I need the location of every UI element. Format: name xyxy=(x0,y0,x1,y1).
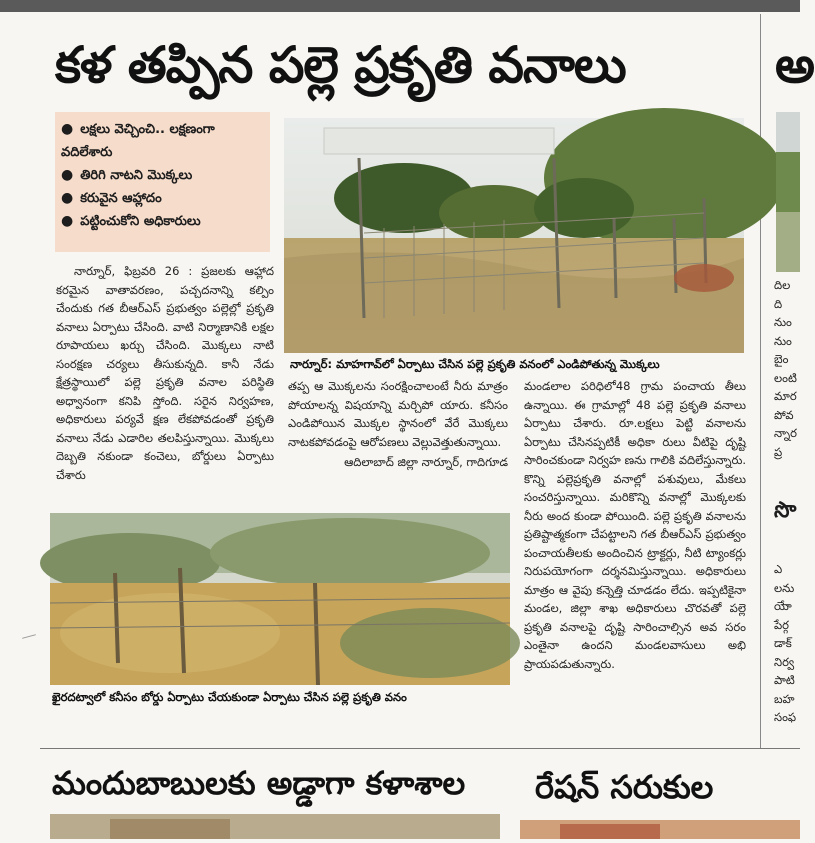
article-paragraph: తప్ప ఆ మొక్కలను సంరక్షించాలంటే నీరు మాత్రం పోయాలన్న విషయాన్ని మర్చిపో యారు. కనీసం ఎండిపోయిన మొక్కల స్థానంలో వేరే మొక్కలు నాటకపోవడంపై ఆరోపణలు వెల్లువెత్తుతున్నాయి. xyxy=(288,379,508,449)
article-dateline: ఆదిలాబాద్‌ జిల్లా నార్నూర్‌, గాదిగూడ xyxy=(344,455,508,469)
bullet-dot-icon: ● xyxy=(61,190,74,206)
bullet-dot-icon: ● xyxy=(61,121,74,137)
side-text-line: నిర్వ xyxy=(774,654,795,669)
side-headline-fragment: అ xyxy=(775,36,815,94)
section-divider xyxy=(40,748,800,749)
photo1-caption: నార్నూర్‌: మాహగావ్‌లో ఏర్పాటు చేసిన పల్లె ప్రకృతి వనంలో ఎండిపోతున్న మొక్కలు xyxy=(290,357,660,371)
side-text-line: నుం xyxy=(774,315,792,329)
side-text-line: పాటి xyxy=(774,673,795,687)
side-text-line: యేా xyxy=(774,599,792,613)
side-photo xyxy=(776,112,800,272)
highlight-item xyxy=(61,164,266,187)
page-headline: కళ తప్పిన పల్లె ప్రకృతి వనాలు xyxy=(55,36,626,94)
side-text-line: ఎ xyxy=(774,562,783,576)
bottom-photo-right xyxy=(520,820,800,839)
side-text-line: ప్ర xyxy=(774,444,783,459)
side-text-line: డాక్ xyxy=(774,636,792,650)
side-text-line: న్నార xyxy=(774,426,797,440)
bullet-dot-icon: ● xyxy=(61,167,74,183)
highlight-text: వదిలేశారు xyxy=(61,145,113,160)
article-column-1 xyxy=(56,262,274,484)
side-text-line: బహ xyxy=(774,691,795,706)
park-photo-khairdatwa xyxy=(50,513,510,685)
article-column-3 xyxy=(524,377,746,673)
side-text-line: మార xyxy=(774,389,797,403)
highlights-box xyxy=(55,112,270,252)
highlight-text: లక్షలు వెచ్చించి.. లక్షణంగా xyxy=(80,122,215,137)
side-text-line: నుం xyxy=(774,333,792,348)
side-text-line: లంటి xyxy=(774,370,797,385)
side-column-top xyxy=(774,276,800,461)
side-text-line: సంఫ xyxy=(774,710,797,724)
bottom-photo-left xyxy=(50,814,500,839)
highlight-item xyxy=(61,118,266,141)
side-text-line: పేర్గ xyxy=(774,617,789,632)
side-column-bottom xyxy=(774,560,800,727)
highlight-text: కరువైన ఆహ్లాదం xyxy=(80,191,162,206)
side-text-line: లను xyxy=(774,580,795,595)
highlight-item xyxy=(61,210,266,233)
highlight-item xyxy=(61,187,266,210)
column-divider xyxy=(760,14,761,749)
article-column-2 xyxy=(288,377,508,472)
park-photo-mahagaon xyxy=(284,118,744,353)
bottom-headline-right: రేషన్‌ సరుకుల xyxy=(535,768,714,806)
side-text-line: ది xyxy=(774,296,783,311)
highlight-item-continued xyxy=(61,141,266,164)
highlight-text: తిరిగి నాటని మొక్కలు xyxy=(80,168,193,183)
margin-mark xyxy=(22,634,36,639)
side-text-line: బైం xyxy=(774,352,789,366)
side-text-line: దిల xyxy=(774,278,791,292)
bottom-headline-left: మందుబాబులకు అడ్డాగా కళాశాల xyxy=(52,764,466,802)
bullet-dot-icon: ● xyxy=(61,213,74,229)
side-text-line: పోవ xyxy=(774,407,794,422)
top-bar xyxy=(0,0,800,12)
photo2-caption: ఖైరదట్వాలో కనీసం బోర్డు ఏర్పాటు చేయకుండా ఏర్పాటు చేసిన పల్లె ప్రకృతి వనం xyxy=(52,690,407,704)
article-paragraph: నార్నూర్‌, ఫిబ్రవరి 26 : ప్రజలకు ఆహ్లాద కరమైన వాతావరణం, పచ్చదనాన్ని కల్పిం చేందుకు గత బీఆర్‌ఎస్‌ ప్రభుత్వం పల్లెల్లో ప్రకృతి వనాలు ఏర్పాటు చేసింది. వాటి నిర్మాణానికి లక్షల రూపాయలు ఖర్చు చేసింది. మొక్కలు నాటి సంరక్షణ చర్యలు తీసుకున్నది. కానీ నేడు క్షేత్రస్థాయిలో పల్లె ప్రకృతి వనాల పరిస్థితి అధ్వానంగా కనిపి స్తోంది. సరైన నిర్వహణ, అధికారులు పర్యవే క్షణ లేకపోవడంతో ప్రకృతి వనాలు నేడు ఎడారిల తలపిస్తున్నాయి. మొక్కలు దెబ్బతి నకుండా కంచెలు, బోర్డులు ఏర్పాటు చేశారు xyxy=(56,264,274,482)
highlight-text: పట్టించుకోని అధికారులు xyxy=(80,214,201,229)
article-paragraph: మండలాల పరిధిలో48 గ్రామ పంచాయ తీలు ఉన్నాయి. ఈ గ్రామాల్లో 48 పల్లె ప్రకృతి వనాలు ఏర్పాటు చేశారు. రూ.లక్షలు పెట్టి వనాలను ఏర్పాటు చేసినప్పటికీ అధికా రులు వీటిపై దృష్టి సారించకుండా నిర్వహ ణను గాలికి వదిలేస్తున్నారు. కొన్ని పల్లెప్రకృతి వనాల్లో పశువులు, మేకలు సంచరిస్తున్నాయి. మరికొన్ని వనాల్లో మొక్కలకు నీరు అంద కుండా పోయింది. పల్లె ప్రకృతి వనాలను ప్రతిష్టాత్మకంగా చేపట్టాలని గత బీఆర్‌ఎస్‌ ప్రభుత్వం పంచాయతీలకు అందించిన ట్రాక్టర్లు, నీటి ట్యాంకర్లు నిరుపయోగంగా దర్శనమిస్తున్నాయి. అధికారులు మాత్రం ఆ వైపు కన్నెత్తి చూడడం లేదు. ఇప్పటికైనా మండల, జిల్లా శాఖ అధికారులు చొరవతో పల్లె ప్రకృతి వనాలపై దృష్టి సారించాల్సిన అవ సరం ఎంతైనా ఉందని మండలవాసులు అభి ప్రాయపడుతున్నారు. xyxy=(524,379,746,671)
side-subheadline: సొ xyxy=(774,498,797,523)
